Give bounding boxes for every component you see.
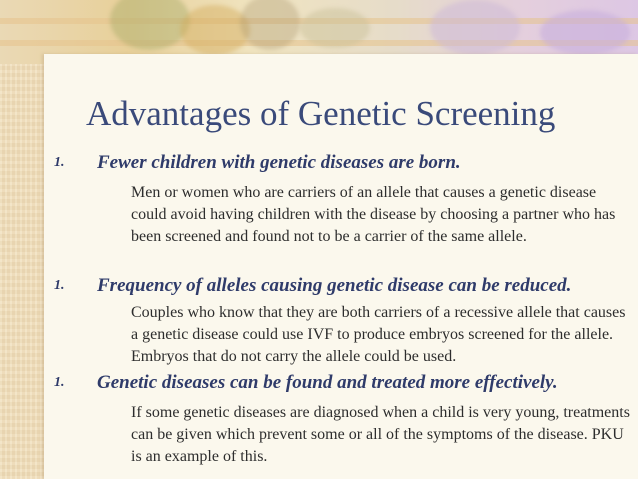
item-heading: Fewer children with genetic diseases are born. [97, 152, 461, 173]
flower-decoration [430, 0, 520, 55]
item-number: 1. [54, 278, 65, 293]
slide-title: Advantages of Genetic Screening [86, 94, 556, 133]
flower-decoration [540, 10, 630, 55]
item-heading: Frequency of alleles causing genetic disease can be reduced. [97, 275, 572, 296]
item-description: If some genetic diseases are diagnosed when a child is very young, treatments can be given which prevent some or all of the symptoms of the disease. PKU is an example of this. [131, 404, 630, 465]
leaf-decoration [300, 8, 370, 48]
item-description: Couples who know that they are both carriers of a recessive allele that causes a genetic disease could use IVF to produce embryos screened for the allele. Embryos that do not carry the allele could be used. [131, 304, 626, 365]
item-number: 1. [54, 155, 65, 170]
item-number: 1. [54, 375, 65, 390]
leaf-decoration [180, 5, 250, 55]
item-description: Men or women who are carriers of an allele that causes a genetic disease could avoid having children with the disease by choosing a partner who has been screened and found not to be a carrier of the same allele. [131, 184, 616, 245]
item-heading: Genetic diseases can be found and treated more effectively. [97, 372, 558, 393]
